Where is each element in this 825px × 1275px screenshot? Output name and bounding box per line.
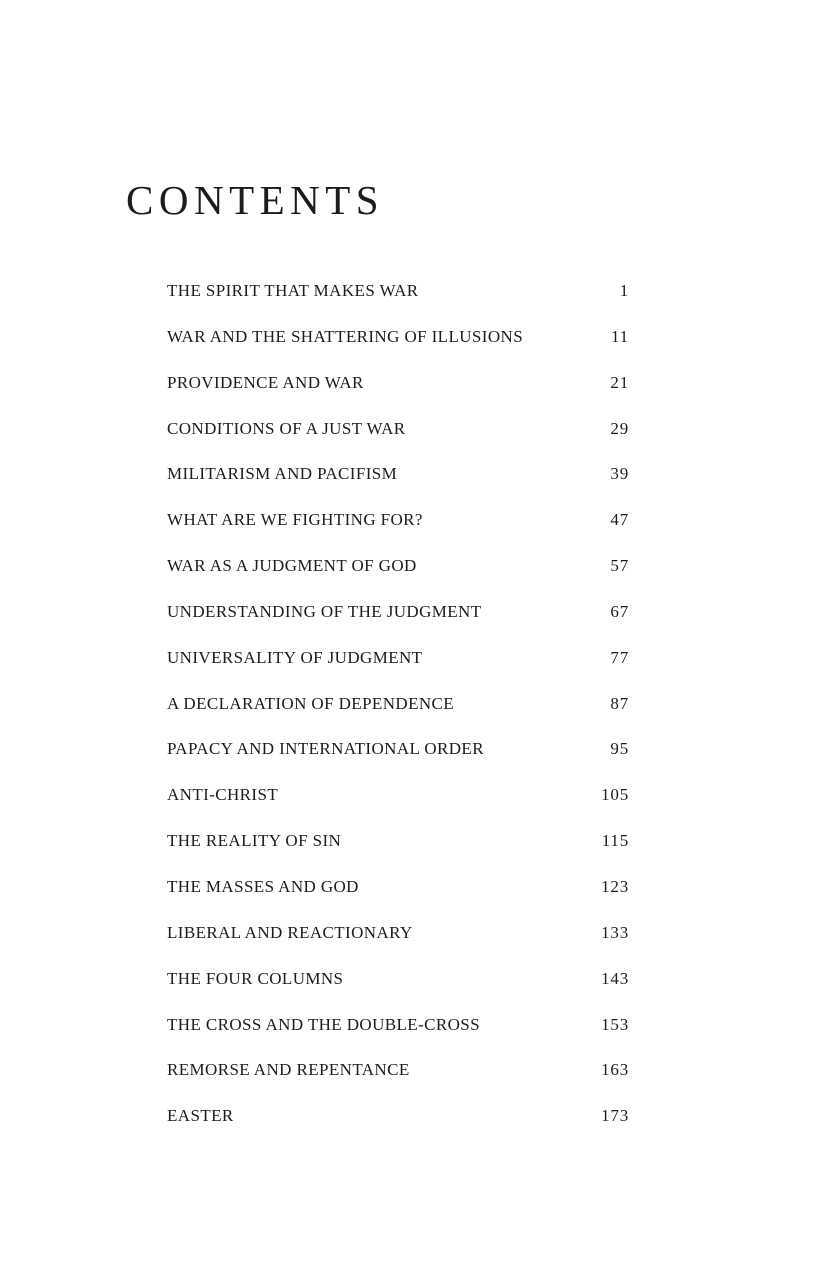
toc-entry-label: LIBERAL AND REACTIONARY xyxy=(167,922,413,942)
toc-entry-page: 163 xyxy=(601,1060,629,1080)
toc-entry-label: THE SPIRIT THAT MAKES WAR xyxy=(167,281,419,300)
toc-entry xyxy=(167,1060,629,1106)
toc-entry xyxy=(167,419,629,465)
toc-entry xyxy=(167,281,629,327)
toc-entry-label: REMORSE AND REPENTANCE xyxy=(167,1060,410,1080)
toc-entry xyxy=(167,923,629,969)
toc-entry xyxy=(167,739,629,785)
toc-entry-page: 1 xyxy=(619,281,629,300)
toc-entry xyxy=(167,556,629,602)
toc-entry-label: MILITARISM AND PACIFISM xyxy=(167,464,398,484)
toc-entry xyxy=(167,969,629,1015)
toc-entry-label: THE CROSS AND THE DOUBLE-CROSS xyxy=(167,1014,481,1034)
toc-entry-page: 39 xyxy=(610,464,629,484)
toc-entry-page: 123 xyxy=(601,876,629,896)
toc-entry-page: 133 xyxy=(601,922,629,942)
toc-entry-label: THE REALITY OF SIN xyxy=(167,831,342,851)
toc-entry xyxy=(167,1106,629,1152)
toc-entry-page: 95 xyxy=(610,739,629,759)
toc-entry xyxy=(167,877,629,923)
toc-entry xyxy=(167,694,629,740)
toc-entry xyxy=(167,327,629,373)
toc-entry xyxy=(167,785,629,831)
toc-entry-label: ANTI-CHRIST xyxy=(167,785,279,805)
toc-entry-label: UNIVERSALITY OF JUDGMENT xyxy=(167,647,423,667)
toc-entry-label: CONDITIONS OF A JUST WAR xyxy=(167,418,406,438)
toc-entry-page: 57 xyxy=(610,556,629,576)
toc-entry-label: WAR AS A JUDGMENT OF GOD xyxy=(167,556,417,576)
toc-entry-label: A DECLARATION OF DEPENDENCE xyxy=(167,693,455,713)
toc-entry-page: 77 xyxy=(610,647,629,667)
toc-entry xyxy=(167,373,629,419)
toc-entry xyxy=(167,464,629,510)
toc-entry xyxy=(167,602,629,648)
toc-entry-page: 143 xyxy=(601,968,629,988)
toc-entry-label: PROVIDENCE AND WAR xyxy=(167,372,364,392)
toc-entry-label: WHAT ARE WE FIGHTING FOR? xyxy=(167,510,423,530)
toc-entry-label: THE MASSES AND GOD xyxy=(167,876,359,896)
toc-entry-label: EASTER xyxy=(167,1106,234,1126)
toc-entry-page: 173 xyxy=(601,1106,629,1126)
toc-entry-page: 153 xyxy=(601,1014,629,1034)
toc-entry xyxy=(167,648,629,694)
toc-entry-page: 67 xyxy=(610,601,629,621)
table-of-contents xyxy=(167,281,629,1152)
toc-entry-page: 21 xyxy=(610,372,629,392)
toc-entry-page: 115 xyxy=(601,831,629,851)
toc-entry-label: UNDERSTANDING OF THE JUDGMENT xyxy=(167,601,482,621)
toc-entry-page: 87 xyxy=(610,693,629,713)
toc-entry xyxy=(167,831,629,877)
toc-entry-label: WAR AND THE SHATTERING OF ILLUSIONS xyxy=(167,326,524,346)
toc-entry-page: 11 xyxy=(611,326,629,346)
toc-entry xyxy=(167,510,629,556)
toc-entry xyxy=(167,1015,629,1061)
toc-entry-page: 105 xyxy=(601,785,629,805)
toc-entry-page: 29 xyxy=(610,418,629,438)
page-title: CONTENTS xyxy=(126,177,385,223)
toc-entry-page: 47 xyxy=(610,510,629,530)
toc-entry-label: PAPACY AND INTERNATIONAL ORDER xyxy=(167,739,484,759)
toc-entry-label: THE FOUR COLUMNS xyxy=(167,968,344,988)
